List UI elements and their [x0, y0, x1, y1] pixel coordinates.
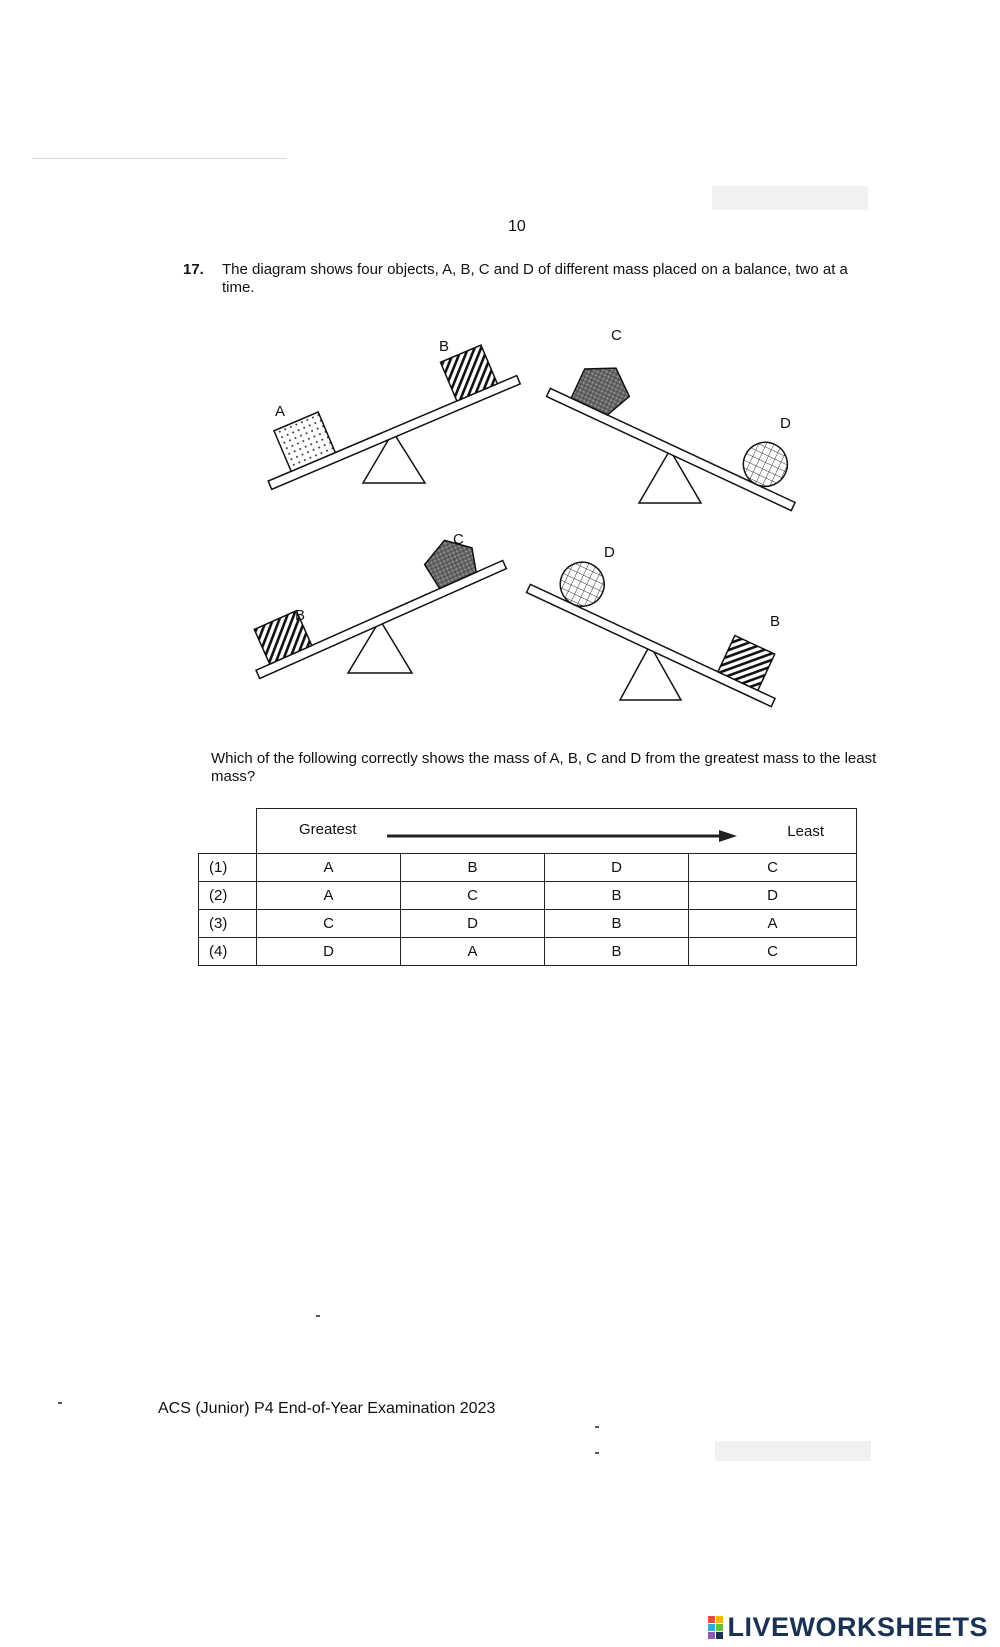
question-text: The diagram shows four objects, A, B, C and D of different mass placed on a balance, two at a time. [222, 261, 848, 296]
page-number: 10 [508, 218, 526, 235]
table-header-row [199, 809, 857, 854]
table-cell: C [689, 854, 857, 882]
redaction-box-top [712, 186, 868, 210]
balance-3 [240, 522, 506, 678]
table-cell: D [401, 910, 545, 938]
redaction-box-bottom [715, 1441, 871, 1461]
table-cell: D [545, 854, 689, 882]
scan-speck [595, 1452, 599, 1454]
table-cell: A [257, 854, 401, 882]
scan-speck [595, 1426, 599, 1428]
label-b: B [439, 338, 450, 355]
label-c: C [453, 531, 464, 548]
table-cell: B [545, 910, 689, 938]
label-d: D [780, 415, 791, 432]
table-cell: D [257, 938, 401, 966]
option-number: (1) [199, 854, 257, 882]
table-row [199, 882, 857, 910]
balance-diagram [240, 325, 840, 715]
label-d: D [604, 544, 615, 561]
balance-1 [251, 335, 520, 489]
table-cell: C [257, 910, 401, 938]
label-b: B [770, 613, 781, 630]
table-cell: B [545, 938, 689, 966]
scan-speck [316, 1315, 320, 1317]
answer-table [198, 808, 857, 966]
table-cell: A [689, 910, 857, 938]
question-number: 17. [183, 261, 204, 278]
table-cell: D [689, 882, 857, 910]
logo-text: LIVEWORKSHEETS [727, 1612, 988, 1642]
table-cell: C [401, 882, 545, 910]
option-number: (4) [199, 938, 257, 966]
option-number: (2) [199, 882, 257, 910]
table-cell: A [401, 938, 545, 966]
label-c: C [611, 327, 622, 344]
greatest-label: Greatest [299, 821, 357, 838]
table-row [199, 938, 857, 966]
table-row [199, 910, 857, 938]
scan-speck [58, 1402, 62, 1404]
scan-artifact-line [32, 158, 287, 159]
label-b: B [295, 607, 306, 624]
table-cell: B [545, 882, 689, 910]
arrow-right-icon [387, 830, 737, 842]
table-cell: A [257, 882, 401, 910]
least-label: Least [787, 823, 824, 840]
option-number: (3) [199, 910, 257, 938]
header-blank-cell [199, 809, 257, 854]
balance-4 [527, 544, 794, 707]
balance-2 [547, 327, 815, 511]
table-cell: C [689, 938, 857, 966]
label-a: A [275, 403, 286, 420]
table-row [199, 854, 857, 882]
header-cell [257, 809, 857, 854]
exam-footer: ACS (Junior) P4 End-of-Year Examination 2023 [158, 1400, 496, 1417]
sub-question-text: Which of the following correctly shows the mass of A, B, C and D from the greatest mass to the least mass? [211, 750, 877, 785]
table-cell: B [401, 854, 545, 882]
liveworksheets-logo [708, 1612, 988, 1643]
liveworksheets-logo-icon [708, 1616, 723, 1639]
